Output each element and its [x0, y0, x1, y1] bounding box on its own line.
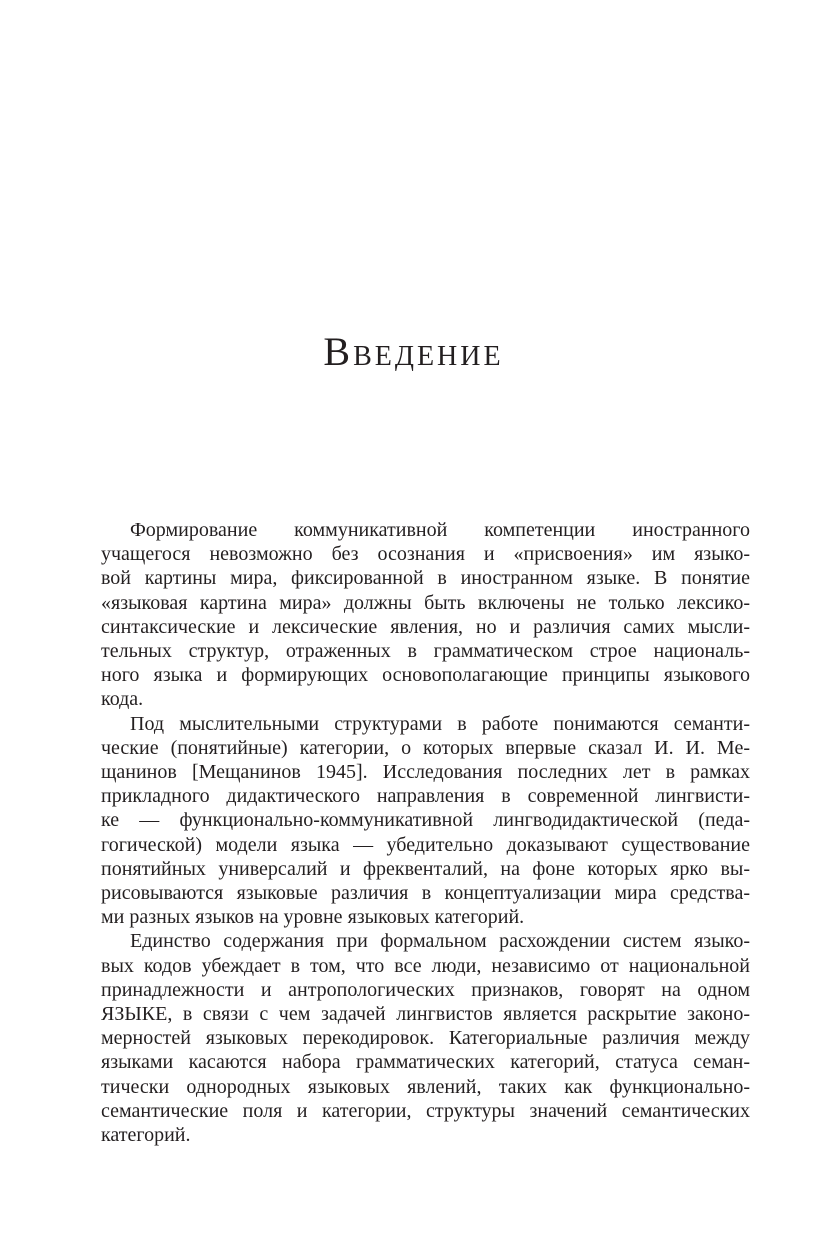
- text-line: прикладного дидактического направления в современной лингвисти-: [101, 785, 750, 808]
- body-text: [101, 518, 750, 1147]
- text-line: вых кодов убеждает в том, что все люди, независимо от национальной: [101, 954, 750, 977]
- text-line: ке — функционально-коммуникативной лингводидактической (педа-: [101, 809, 750, 832]
- text-line: Единство содержания при формальном расхождении систем языко-: [130, 930, 750, 953]
- text-line: ми разных языков на уровне языковых категорий.: [101, 906, 525, 929]
- chapter-title: Введение: [323, 329, 504, 374]
- text-line: синтаксические и лексические явления, но и различия самих мысли-: [101, 615, 750, 638]
- text-line: языками касаются набора грамматических категорий, статуса семан-: [101, 1051, 750, 1074]
- text-line: щанинов [Мещанинов 1945]. Исследования последних лет в рамках: [101, 761, 750, 784]
- paragraph-3: [101, 929, 750, 1147]
- paragraph-2: [101, 712, 750, 930]
- text-line: учащегося невозможно без осознания и «присвоения» им языко-: [101, 543, 750, 566]
- text-line: ческие (понятийные) категории, о которых впервые сказал И. И. Ме-: [101, 736, 750, 759]
- text-line: семантические поля и категории, структуры значений семантических: [101, 1099, 750, 1122]
- text-line: категорий.: [101, 1124, 191, 1147]
- paragraph-1: [101, 518, 750, 712]
- text-line: вой картины мира, фиксированной в иностранном языке. В понятие: [101, 567, 750, 590]
- text-line: тически однородных языковых явлений, таких как функционально-: [101, 1075, 750, 1098]
- text-line: Под мыслительными структурами в работе понимаются семанти-: [130, 712, 750, 735]
- text-line: тельных структур, отраженных в грамматическом строе националь-: [101, 640, 750, 663]
- text-line: понятийных универсалий и фреквенталий, на фоне которых ярко вы-: [101, 857, 750, 880]
- text-line: кода.: [101, 688, 144, 711]
- text-line: принадлежности и антропологических признаков, говорят на одном: [101, 978, 750, 1001]
- text-line: гогической) модели языка — убедительно доказывают существование: [101, 833, 750, 856]
- text-line: рисовываются языковые различия в концептуализации мира средства-: [101, 882, 750, 905]
- text-line: мерностей языковых перекодировок. Категориальные различия между: [101, 1027, 750, 1050]
- text-line: «языковая картина мира» должны быть включены не только лексико-: [101, 591, 750, 614]
- text-line: ного языка и формирующих основополагающие принципы языкового: [101, 664, 750, 687]
- text-line: ЯЗЫКЕ, в связи с чем задачей лингвистов является раскрытие законо-: [101, 1003, 750, 1026]
- text-line: Формирование коммуникативной компетенции иностранного: [130, 519, 750, 541]
